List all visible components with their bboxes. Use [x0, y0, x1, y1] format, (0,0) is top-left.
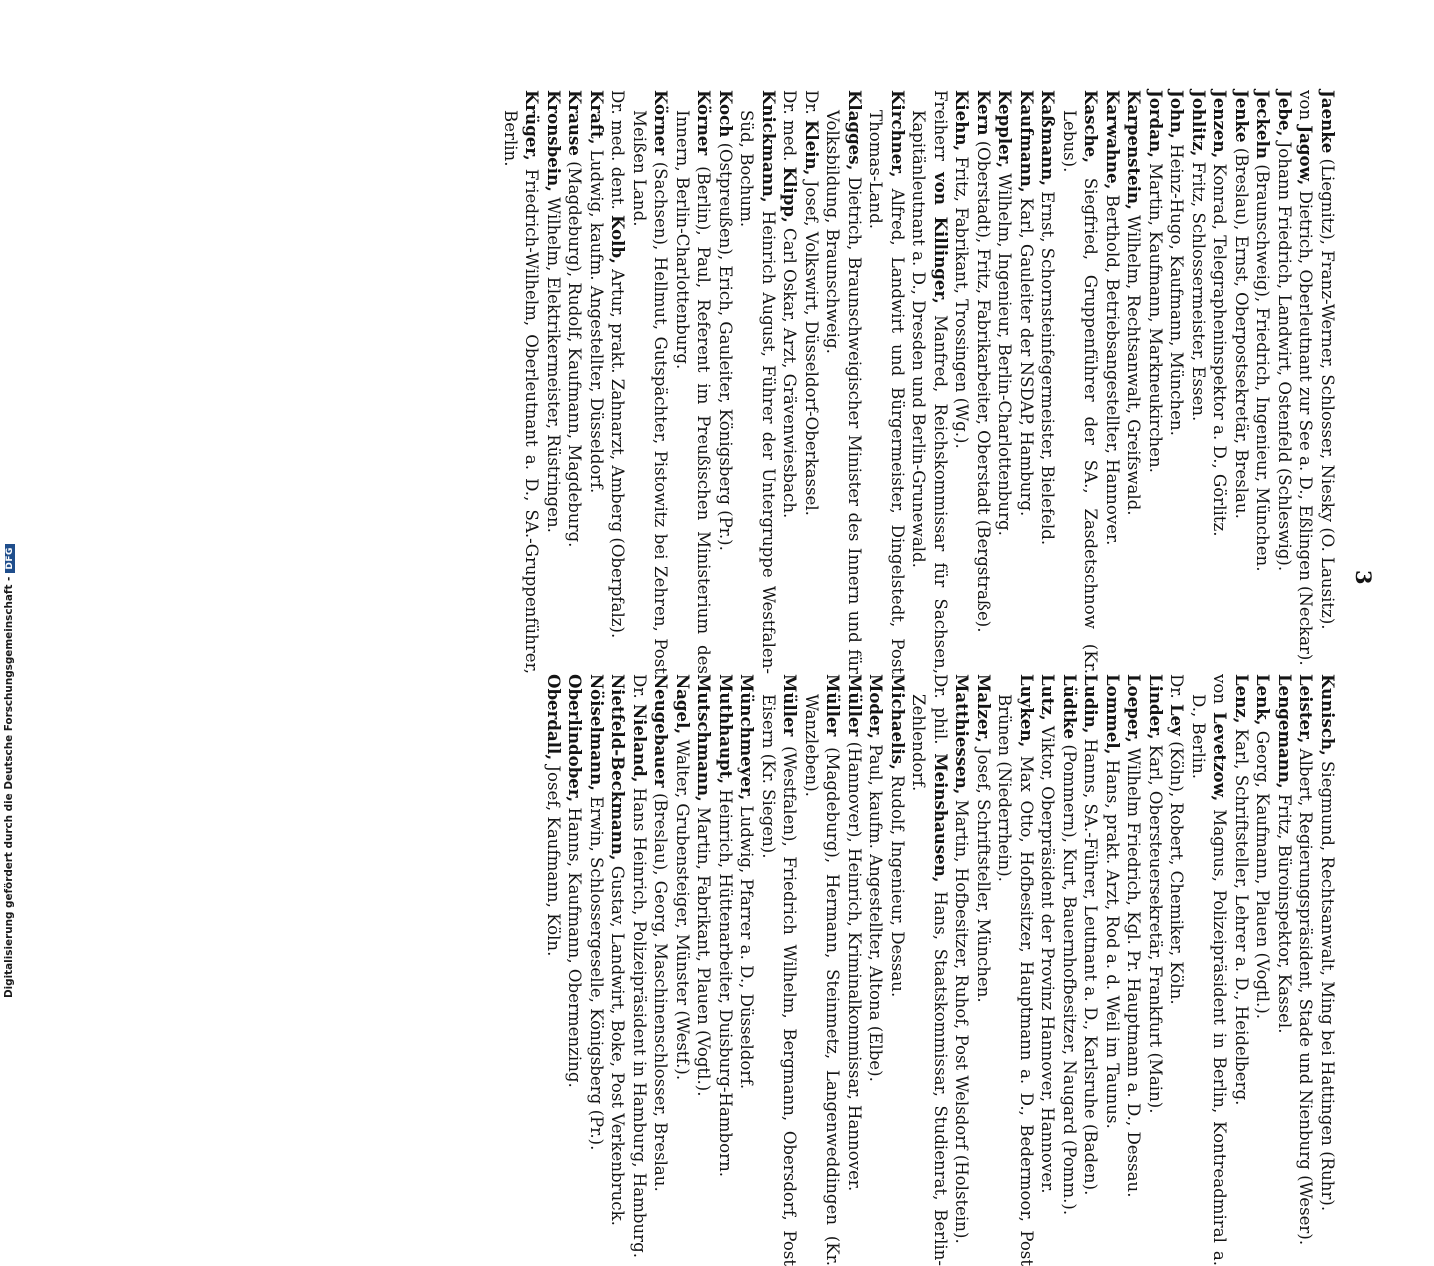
entry-details: Rudolf, Ingenieur, Dessau.	[888, 769, 907, 998]
directory-entry	[650, 674, 672, 1266]
entry-prefix: Dr.	[1167, 674, 1187, 704]
entry-details: Heinrich August, Führer der Untergruppe Westfalen-Süd, Bochum.	[737, 110, 778, 674]
directory-entry	[564, 674, 586, 1266]
entry-details: Martin, Fabrikant, Plauen (Vogtl.).	[694, 801, 714, 1097]
entry-surname: Nietfeld-Beckmann,	[608, 674, 629, 861]
entry-surname: Muthhaupt,	[716, 674, 736, 785]
dfg-logo: DFG	[5, 544, 15, 573]
entry-details: Hanns, SA.-Führer, Leutnant a. D., Karlsruhe (Baden).	[1081, 733, 1101, 1196]
entry-details: Erwin, Schlossergeselle, Königsberg (Pr.).	[587, 790, 606, 1151]
entry-prefix: Dr. med. dent.	[608, 90, 628, 216]
entry-surname: Krüger,	[522, 90, 543, 161]
entry-surname: Moder,	[866, 674, 887, 739]
entry-surname: Kunisch,	[1318, 674, 1338, 756]
entry-prefix: von	[1296, 90, 1316, 126]
directory-entry	[994, 90, 1016, 674]
directory-entry	[908, 674, 951, 1266]
entry-details: Ernst, Schornsteinfegermeister, Bielefeld.	[1038, 186, 1058, 546]
directory-entry	[564, 90, 586, 674]
directory-entry	[908, 90, 951, 674]
entry-details: Manfred, Reichskommissar für Sachsen, Kapitänleutnant a. D., Dresden und Berlin-Grunewald.	[909, 110, 950, 674]
directory-entry	[672, 90, 715, 674]
entry-surname: Leister,	[1296, 674, 1317, 744]
entry-surname: Nöiselmann,	[587, 674, 607, 791]
entry-details: Dietrich, Braunschweigischer Minister des Innern und für Volksbildung, Braunschweig.	[823, 110, 864, 674]
entry-surname: Kaufmann,	[1017, 90, 1037, 193]
entry-details: Wilhelm, Ingenieur, Berlin-Charlottenburg.	[995, 168, 1015, 536]
entry-details: Albert, Regierungspräsident, Stade und Nienburg (Weser).	[1296, 743, 1316, 1246]
entry-details: (Sachsen), Hellmut, Gutspächter, Pistowitz bei Zehren, Post Meißen Land.	[630, 110, 671, 674]
directory-entry	[973, 90, 995, 674]
entry-details: Georg, Kaufmann, Plauen (Vogtl.).	[1253, 725, 1273, 1020]
page-number: 3	[1351, 570, 1376, 585]
entry-surname: Kolb,	[608, 215, 629, 264]
entry-surname: Krause	[565, 90, 586, 156]
entry-surname: Jebe,	[1275, 90, 1295, 137]
entry-prefix: Dr.	[630, 674, 649, 704]
directory-entry	[672, 674, 694, 1266]
entry-details: Magnus, Polizeipräsident in Berlin, Kontreadmiral a. D., Berlin.	[1189, 694, 1230, 1266]
entry-surname: Oberlindober,	[565, 674, 586, 803]
entry-details: Karl, Obersteuersekretär, Frankfurt (Main).	[1146, 739, 1165, 1114]
entry-prefix: Dr. med.	[780, 90, 800, 167]
directory-entry	[693, 674, 715, 1266]
entry-surname: Münchmeyer,	[737, 674, 758, 801]
entry-surname: Knickmann,	[759, 90, 779, 203]
entry-surname: Jenke	[1232, 90, 1252, 143]
entry-surname: Nagel,	[673, 674, 693, 735]
directory-entry	[736, 674, 758, 1266]
entry-details: Josef, Schriftsteller, München.	[974, 742, 993, 1003]
directory-entry	[736, 90, 779, 674]
directory-entry	[1123, 674, 1145, 1266]
entry-surname: Lengemann,	[1275, 674, 1295, 789]
entry-surname: Lüdtke	[1060, 674, 1080, 740]
directory-entry	[973, 674, 995, 1266]
entry-details: Siegfried, Gruppenführer der SA., Zasdetschnow (Kr. Lebus).	[1060, 110, 1101, 674]
entry-details: Johann Friedrich, Landwirt, Ostenfeld (Schleswig).	[1275, 136, 1294, 572]
directory-entry	[801, 674, 844, 1266]
entry-surname: Jordan,	[1146, 90, 1166, 158]
entry-surname: Klagges,	[845, 90, 865, 171]
directory-entry	[1231, 674, 1253, 1266]
directory-entry	[1145, 90, 1167, 674]
entry-surname: Malzer,	[974, 674, 994, 743]
entry-surname: Lutz,	[1038, 674, 1059, 721]
entry-details: Heinz-Hugo, Kaufmann, München.	[1167, 138, 1187, 436]
entry-surname: Müller	[845, 674, 865, 737]
entry-details: (Berlin), Paul, Referent im Preußischen Ministerium des Innern, Berlin-Charlottenburg.	[673, 110, 714, 674]
directory-entry	[1102, 90, 1124, 674]
entry-details: Fritz, Schlossermeister, Essen.	[1189, 156, 1208, 422]
entry-surname: Karwahne,	[1103, 90, 1123, 190]
entry-details: Ludwig, kaufm. Angestellter, Düsseldorf.	[587, 144, 606, 494]
entry-details: Heinrich, Hüttenarbeiter, Duisburg-Hamborn.	[716, 784, 735, 1178]
entry-surname: Jagow,	[1296, 125, 1317, 186]
entry-details: Hans Heinrich, Polizeipräsident in Hamburg, Hamburg.	[630, 782, 649, 1258]
entry-details: Wilhelm, Elektrikermeister, Rüstringen.	[544, 191, 563, 533]
directory-entry	[865, 674, 887, 1266]
directory-entry	[1037, 90, 1059, 674]
directory-entry	[1317, 674, 1339, 1266]
directory-entry	[629, 90, 672, 674]
directory-entry	[715, 90, 737, 674]
entry-details: Josef, Volkswirt, Düsseldorf-Oberkassel.	[802, 175, 821, 516]
entry-surname: Levetzow,	[1210, 711, 1231, 802]
directory-entry	[844, 674, 866, 1266]
entry-surname: Keppler,	[995, 90, 1016, 168]
directory-entry	[779, 90, 801, 674]
entry-details: Wilhelm Friedrich, Kgl. Pr. Hauptmann a. D., Dessau.	[1124, 742, 1144, 1198]
entry-details: Josef, Kaufmann, Köln.	[544, 760, 563, 957]
directory-entry	[1080, 674, 1102, 1266]
entry-surname: Johlitz,	[1189, 90, 1209, 157]
entry-surname: Jaenke	[1318, 90, 1338, 154]
entry-surname: Kirchner,	[888, 90, 908, 178]
entry-details: Fritz, Büroinspektor, Kassel.	[1275, 788, 1294, 1034]
entry-details: (Liegnitz), Franz-Werner, Schlosser, Niesky (O. Lausitz).	[1318, 153, 1337, 630]
directory-entry	[586, 674, 608, 1266]
directory-entry	[1252, 90, 1274, 674]
directory-entry	[887, 674, 909, 1266]
entry-details: Konrad, Telegrapheninspektor a. D., Görlitz.	[1210, 158, 1230, 537]
entry-details: Friedrich-Wilhelm, Oberleutnant a. D., SA.-Gruppenführer, Berlin.	[501, 110, 542, 674]
directory-entry	[1252, 674, 1274, 1266]
entry-surname: Loeper,	[1124, 674, 1145, 743]
entry-details: Max Otto, Hofbesitzer, Hauptmann a. D., Bedermoor, Post Brünen (Niederrhein).	[995, 694, 1036, 1266]
entry-details: (Magdeburg), Rudolf, Kaufmann, Magdeburg.	[565, 155, 585, 548]
directory-entry	[822, 90, 865, 674]
entry-surname: Müller	[823, 674, 844, 737]
left-column-list	[500, 90, 1339, 674]
entry-surname: Kern	[974, 90, 994, 136]
entry-surname: Ley	[1167, 703, 1188, 736]
entry-surname: Körner	[694, 90, 715, 156]
entry-surname: von Killinger,	[931, 172, 951, 304]
entry-surname: Mutschmann,	[694, 674, 715, 802]
entry-details: Paul, kaufm. Angestellter, Altona (Elbe).	[866, 738, 886, 1082]
entry-surname: Kraft,	[587, 90, 607, 145]
entry-surname: Michaelis,	[888, 674, 908, 770]
entry-details: Artur, prakt. Zahnarzt, Amberg (Oberpfalz).	[608, 263, 628, 639]
entry-details: Hans, Staatskommissar, Studienrat, Berlin-Zehlendorf.	[909, 694, 950, 1266]
entry-details: (Ostpreußen), Erich, Gauleiter, Königsberg (Pr.).	[716, 137, 735, 551]
entry-prefix: von	[1210, 674, 1230, 712]
directory-entry	[1231, 90, 1253, 674]
entry-surname: Lommel,	[1103, 674, 1123, 755]
directory-entry	[1295, 674, 1317, 1266]
directory-entry	[1295, 90, 1317, 674]
directory-entry	[1209, 90, 1231, 674]
directory-entry	[951, 90, 973, 674]
entry-details: (Breslau), Ernst, Oberpostsekretär, Breslau.	[1232, 142, 1251, 519]
entry-details: (Köln), Robert, Chemiker, Köln.	[1167, 735, 1187, 1005]
entry-surname: Müller	[780, 674, 801, 737]
directory-entry	[865, 90, 908, 674]
directory-entry	[607, 90, 629, 674]
entry-details: (Westfalen), Friedrich Wilhelm, Bergmann, Obersdorf, Post Eisern (Kr. Siegen).	[759, 694, 800, 1266]
directory-entry	[715, 674, 737, 1266]
entry-details: Karl, Schriftsteller, Lehrer a. D., Heidelberg.	[1232, 723, 1251, 1106]
entry-surname: Kaßmann,	[1038, 90, 1059, 186]
directory-entry	[586, 90, 608, 674]
entry-details: Hans, prakt. Arzt, Rod a. d. Weil im Taunus.	[1103, 754, 1122, 1129]
directory-entry	[1059, 674, 1081, 1266]
entry-surname: Linder,	[1146, 674, 1166, 740]
entry-details: Berthold, Betriebsangestellter, Hannover.	[1103, 189, 1122, 546]
entry-surname: Ludin,	[1081, 674, 1102, 734]
directory-entry	[1102, 674, 1124, 1266]
entry-surname: Meinshausen,	[931, 753, 951, 883]
directory-entry	[1166, 90, 1188, 674]
entry-prefix: Freiherr	[931, 90, 950, 173]
entry-details: (Pommern), Kurt, Bauernhofbesitzer, Naugard (Pomm.).	[1060, 739, 1079, 1216]
entry-details: Wilhelm, Rechtsanwalt, Greifswald.	[1124, 209, 1144, 516]
entry-details: Ludwig, Pfarrer a. D., Düsseldorf.	[737, 800, 757, 1090]
entry-details: Martin, Hofbesitzer, Ruhof, Post Welsdorf (Holstein).	[952, 794, 972, 1244]
entry-surname: Lenz,	[1232, 674, 1252, 724]
directory-entry	[994, 674, 1037, 1266]
directory-entry	[801, 90, 823, 674]
entry-details: Dietrich, Oberleutnant zur See a. D., Eßlingen (Neckar).	[1296, 185, 1316, 666]
entry-details: Martin, Kaufmann, Markneukirchen.	[1146, 157, 1165, 473]
directory-entry	[500, 90, 543, 674]
entry-details: (Braunschweig), Friedrich, Ingenieur, München.	[1253, 158, 1273, 572]
entry-prefix: Dr. phil.	[931, 674, 950, 754]
entry-surname: Klein,	[802, 119, 822, 176]
entry-details: (Oberstadt), Fritz, Fabrikarbeiter, Oberstadt (Bergstraße).	[974, 135, 993, 633]
entry-details: Hanns, Kaufmann, Obermenzing.	[565, 802, 585, 1088]
entry-surname: Luyken,	[1017, 674, 1037, 748]
entry-details: (Hannover), Heinrich, Kriminalkommissar, Hannover.	[845, 736, 864, 1192]
entry-surname: Kiehn,	[952, 90, 973, 152]
entry-surname: Körner	[651, 90, 672, 156]
directory-entry	[758, 674, 801, 1266]
entry-surname: Nieland,	[630, 703, 650, 783]
directory-entry	[1317, 90, 1339, 674]
directory-entry	[629, 674, 651, 1266]
directory-entry	[543, 90, 565, 674]
document-page	[94, 90, 1376, 1266]
entry-details: Viktor, Oberpräsident der Provinz Hannover, Hannover.	[1038, 720, 1058, 1194]
directory-entry	[1016, 90, 1038, 674]
directory-entry	[1188, 674, 1231, 1266]
directory-entry	[1145, 674, 1167, 1266]
entry-details: Siegmund, Rechtsanwalt, Ming bei Hattingen (Ruhr).	[1318, 755, 1337, 1212]
directory-entry	[1274, 90, 1296, 674]
entry-surname: Jeckeln	[1253, 90, 1274, 159]
directory-entry	[1059, 90, 1102, 674]
entry-details: Karl, Gauleiter der NSDAP, Hamburg.	[1017, 192, 1036, 517]
entry-surname: Kasche,	[1081, 90, 1102, 164]
entry-details: Alfred, Landwirt und Bürgermeister, Dingelstedt, Post Thomas-Land.	[866, 110, 907, 674]
entry-surname: Karpenstein,	[1124, 90, 1145, 210]
entry-surname: Kronsbein,	[544, 90, 564, 192]
entry-surname: Neugebauer	[651, 674, 672, 788]
entry-details: Gustav, Landwirt, Boke, Post Verkenbruck.	[608, 860, 628, 1226]
entry-surname: Jenzen,	[1210, 90, 1231, 159]
entry-details: Carl Oskar, Arzt, Grävenwiesbach.	[780, 222, 800, 519]
directory-entry	[951, 674, 973, 1266]
entry-surname: Matthiessen,	[952, 674, 973, 795]
entry-surname: Oberdall,	[544, 674, 564, 761]
entry-surname: John,	[1167, 90, 1188, 139]
directory-entry	[1123, 90, 1145, 674]
entry-details: (Breslau), Georg, Maschinenschlosser, Breslau.	[651, 787, 671, 1192]
right-column-list	[543, 674, 1339, 1266]
directory-entry	[607, 674, 629, 1266]
entry-details: Fritz, Fabrikant, Trossingen (Wg.).	[952, 151, 972, 449]
entry-surname: Lenk,	[1253, 674, 1274, 726]
entry-surname: Klipp,	[780, 166, 801, 223]
entry-details: Walter, Grubensteiger, Münster (Westf.).	[673, 734, 692, 1081]
directory-entry	[1166, 674, 1188, 1266]
directory-entry	[1188, 90, 1210, 674]
directory-entry	[1037, 674, 1059, 1266]
entry-details: (Magdeburg), Hermann, Steinmetz, Langenweddingen (Kr. Wanzleben).	[802, 694, 843, 1266]
entry-prefix: Dr.	[802, 90, 821, 120]
entry-surname: Koch	[716, 90, 736, 138]
footer-credit: Digitalisierung gefördert durch die Deutsche Forschungsgemeinschaft -	[3, 576, 15, 998]
directory-entry	[1274, 674, 1296, 1266]
directory-entry	[543, 674, 565, 1266]
